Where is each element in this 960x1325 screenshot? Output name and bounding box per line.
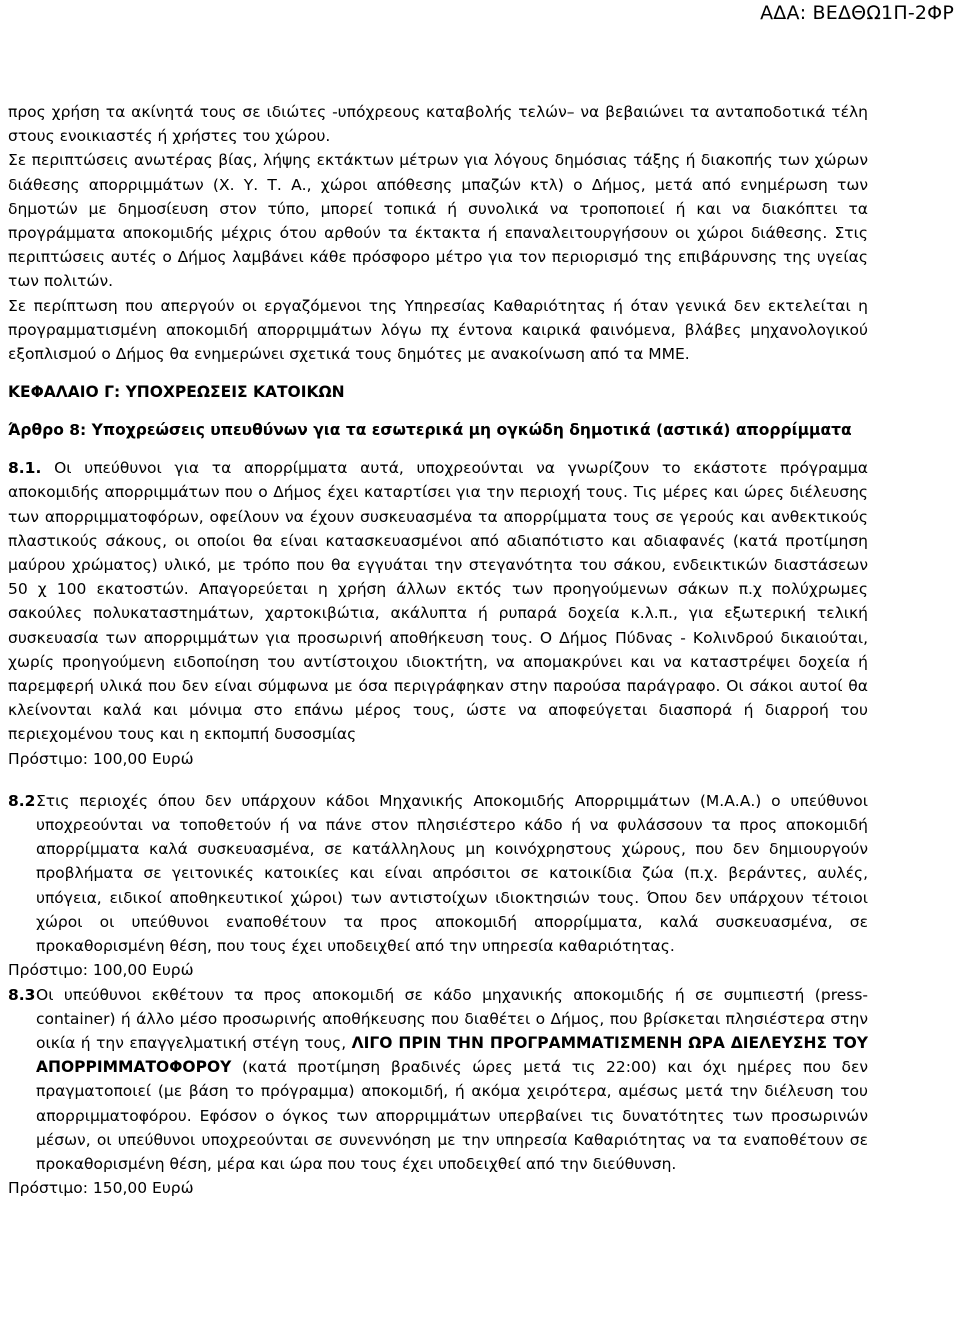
section-8-1-fine: Πρόστιμο: 100,00 Ευρώ	[8, 749, 194, 768]
section-8-2-text: Στις περιοχές όπου δεν υπάρχουν κάδοι Μηχανικής Αποκομιδής Απορριμμάτων (Μ.Α.Α.) ο υπεύθυνοι υποχρεούνται να τοποθετούν ή να πάνε στον πλησιέστερο κάδο ή να φυλάσσουν τα προς αποκομιδή απορρίμματα καλά συσκευασμένα, σε κατάλληλους μη κοινόχρηστους χώρους, που δεν δημιουργούν προβλήματα σε γειτονικές κατοικίες και είναι απρόσιτοι σε κατοικίδια ζώα (π.χ. βεράντες, αυλές, υπόγεια, ειδικοί αποθηκευτικοί χώροι) των αντιστοίχων ιδιοκτησιών τους. Όπου δεν υπάρχουν τέτοιοι χώροι οι υπεύθυνοι εναποθέτουν τα προς αποκομιδή απορρίμματα, καλά συσκευασμένα, σε προκαθορισμένη θέση, που τους έχει υποδειχθεί από την υπηρεσία καθαριότητας.	[36, 791, 868, 956]
section-8-3-text-a: Οι υπεύθυνοι εκθέτουν τα προς αποκομιδή σε κάδο μηχανικής αποκομιδής ή σε συμπιεστή (press-container) ή άλλο μέσο προσωρινής αποθήκευσης που διαθέτει ο Δήμος, που βρίσκεται πλησιέστερα στην οικία ή την επαγγελματική στέγη τους,	[36, 985, 868, 1052]
section-8-2	[8, 789, 868, 958]
section-8-2-number: 8.2	[8, 791, 36, 810]
section-8-3-fine: Πρόστιμο: 150,00 Ευρώ	[8, 1179, 194, 1198]
intro-paragraph-2: Σε περιπτώσεις ανωτέρας βίας, λήψης εκτάκτων μέτρων για λόγους δημόσιας τάξης ή διακοπής των χώρων διάθεσης απορριμμάτων (Χ. Υ. Τ. Α., χώροι απόθεσης μπαζών κτλ) ο Δήμος, μετά από ενημέρωση των δημοτών με δημοσίευση στον τύπο, μπορεί τοπικά ή συνολικά να τροποποιεί ή και να διακόπτει τα προγράμματα αποκομιδής μέχρις ότου αρθούν τα έκτακτα ή επαναλειτουργήσουν οι χώροι διάθεσης. Στις περιπτώσεις αυτές ο Δήμος λαμβάνει κάθε πρόσφορο μέτρο για τον περιορισμό της επιβάρυνσης της υγείας των πολιτών.	[8, 151, 868, 291]
section-8-1	[8, 456, 868, 746]
section-8-1-text: Οι υπεύθυνοι για τα απορρίμματα αυτά, υποχρεούνται να γνωρίζουν το εκάστοτε πρόγραμμα αποκομιδής απορριμμάτων που ο Δήμος έχει καταρτίσει για την περιοχή τους. Τις μέρες και ώρες διέλευσης των απορριμματοφόρων, οφείλουν να έχουν συσκευασμένα τα απορρίμματα τους σε γερούς και ανθεκτικούς πλαστικούς σάκους, οι οποίοι θα είναι κατασκευασμένοι από αδιαπότιστο και αδιαφανές (κατά προτίμηση μαύρου χρώματος) υλικό, με τρόπο που θα εγγυάται την στεγανότητα του σάκου, ενδεικτικών διαστάσεων 50 χ 100 εκατοστών. Απαγορεύεται η χρήση άλλων εκτός των προηγούμενων σάκων π.χ πολύχρωμες σακούλες πολυκαταστημάτων, χαρτοκιβώτια, ακάλυπτα ή ρυπαρά δοχεία κ.λ.π., για εξωτερική τελική συσκευασία των απορριμμάτων για προσωρινή αποθήκευση τους. Ο Δήμος Πύδνας - Κολινδρού δικαιούται, χωρίς προηγούμενη ειδοποίηση του αντίστοιχου ιδιοκτήτη, να απομακρύνει και να καταστρέψει δοχεία ή παρεμφερή υλικά που δεν είναι σύμφωνα με όσα περιγράφηκαν στην παρούσα παράγραφο. Οι σάκοι αυτοί θα κλείνονται καλά και μόνιμα στο επάνω μέρος τους, ώστε να αποφεύγεται διασπορά ή διαρροή του περιεχομένου τους και η εκπομπή δυσοσμίας	[8, 459, 868, 744]
intro-paragraph-3: Σε περίπτωση που απεργούν οι εργαζόμενοι της Υπηρεσίας Καθαριότητας ή όταν γενικά δεν εκτελείται η προγραμματισμένη αποκομιδή απορριμμάτων λόγω πχ έντονα καιρικά φαινόμενα, βλάβες μηχανολογικού εξοπλισμού ο Δήμος θα ενημερώνει σχετικά τους δημότες με ανακοίνωση από τα ΜΜΕ.	[8, 296, 868, 364]
intro-paragraph-1: προς χρήση τα ακίνητά τους σε ιδιώτες -υπόχρεους καταβολής τελών– να βεβαιώνει τα ανταποδοτικά τέλη στους ενοικιαστές ή χρήστες του χώρου.	[8, 103, 868, 146]
section-8-3-number: 8.3	[8, 985, 36, 1004]
section-8-3	[8, 983, 868, 1177]
article-title: Άρθρο 8: Υποχρεώσεις υπευθύνων για τα εσωτερικά μη ογκώδη δημοτικά (αστικά) απορρίμματα	[8, 421, 852, 440]
document-page	[8, 100, 868, 1200]
section-8-3-body	[36, 983, 868, 1177]
section-8-2-fine: Πρόστιμο: 100,00 Ευρώ	[8, 961, 194, 980]
section-8-3-bold: ΛΙΓΟ ΠΡΙΝ ΤΗΝ ΠΡΟΓΡΑΜΜΑΤΙΣΜΕΝΗ ΩΡΑ ΔΙΕΛΕΥΣΗΣ ΤΟΥ ΑΠΟΡΡΙΜΜΑΤΟΦΟΡΟΥ	[36, 1033, 868, 1077]
chapter-title: ΚΕΦΑΛΑΙΟ Γ: ΥΠΟΧΡΕΩΣΕΙΣ ΚΑΤΟΙΚΩΝ	[8, 383, 345, 402]
section-8-3-text-b: (κατά προτίμηση βραδινές ώρες μετά τις 22:00) και όχι ημέρες που δεν πραγματοποιεί (με βάση το πρόγραμμα) αποκομιδή, ή ακόμα χειρότερα, αμέσως μετά την διέλευση του απορριμματοφόρου. Εφόσον ο όγκος των απορριμμάτων υπερβαίνει τις δυνατότητες των προσωρινών μέσων, οι υπεύθυνοι υποχρεούνται σε συνεννόηση με την υπηρεσία Καθαριότητας να τα εναποθέτουν σε προκαθορισμένη θέση, μέρα και ώρα που τους έχει υποδειχθεί από την διεύθυνση.	[36, 1058, 869, 1173]
section-8-1-number: 8.1.	[8, 459, 42, 478]
ada-code: ΑΔΑ: ΒΕΔΘΩ1Π-2ΦΡ	[760, 2, 954, 24]
